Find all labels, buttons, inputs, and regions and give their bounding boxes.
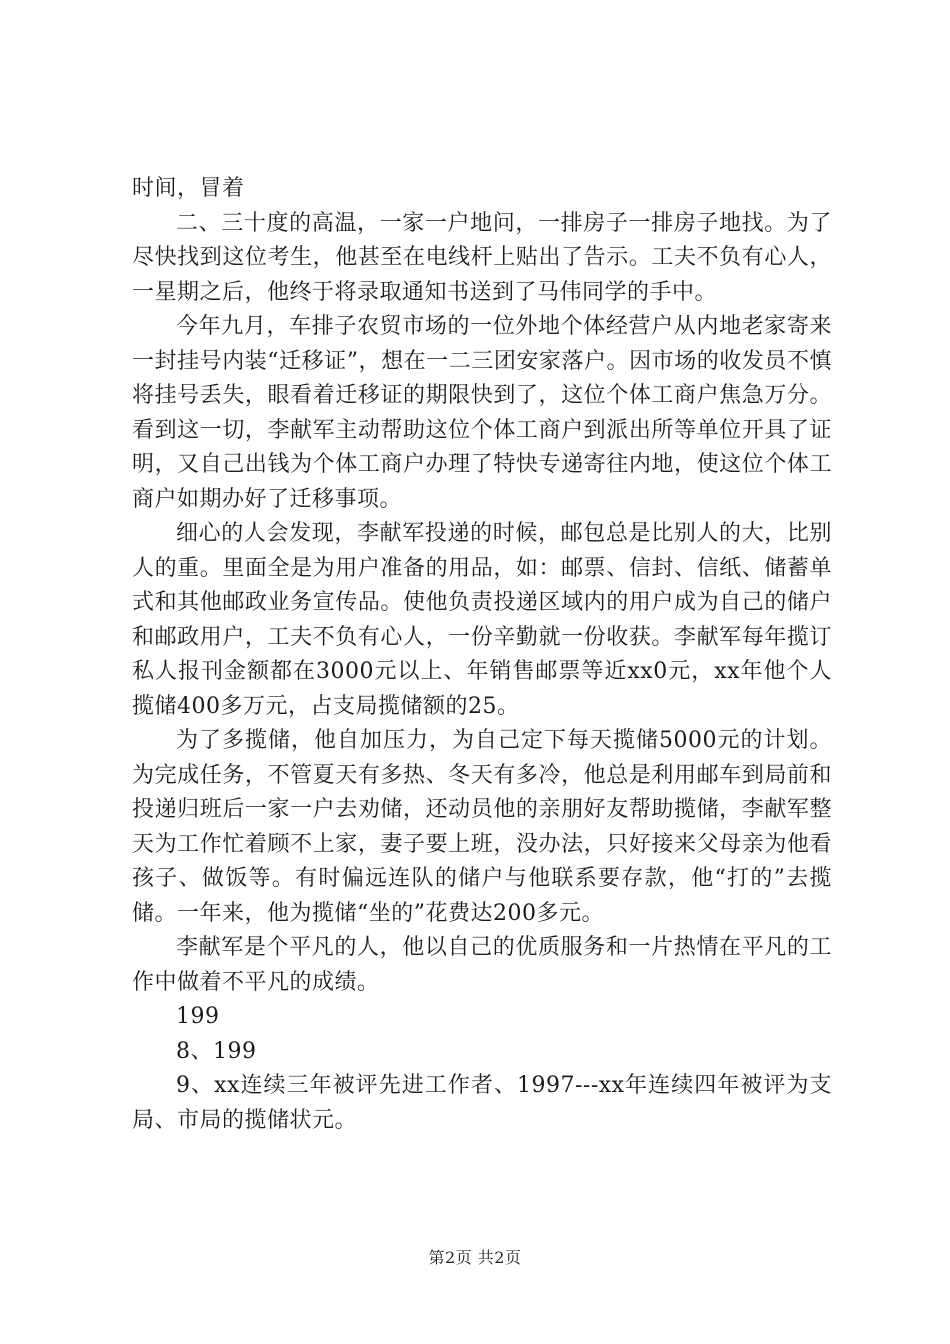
paragraph-mail-bag: 细心的人会发现，李献军投递的时候，邮包总是比别人的大，比别人的重。里面全是为用户准备的用品，如：邮票、信封、信纸、储蓄单式和其他邮政业务宣传品。使他负责投递区域内的用户成为自己的储户和邮政用户，工夫不负有心人，一份辛勤就一份收获。李献军每年揽订私人报刊金额都在3000元以上、年销售邮票等近xx0元，xx年他个人揽储400多万元，占支局揽储额的25。	[132, 521, 832, 719]
paragraph-ordinary-person: 李献军是个平凡的人，他以自己的优质服务和一片热情在平凡的工作中做着不平凡的成绩。	[132, 935, 832, 995]
paragraph-continuation: 时间，冒着	[132, 176, 245, 201]
paragraph-list-item-9: 9、xx连续三年被评先进工作者、1997---xx年连续四年被评为支局、市局的揽储状元。	[132, 1073, 832, 1133]
paragraph-year-fragment: 199	[176, 1004, 220, 1029]
page-number-footer: 第2页 共2页	[428, 1248, 522, 1267]
paragraph-list-item-8: 8、199	[176, 1038, 257, 1064]
paragraph-savings-plan: 为了多揽储，他自加压力，为自己定下每天揽储5000元的计划。为完成任务，不管夏天有多热、冬天有多冷，他总是利用邮车到局前和投递归班后一家一户去劝储，还动员他的亲朋好友帮助揽储，李献军整天为工作忙着顾不上家，妻子要上班，没办法，只好接来父母亲为他看孩子、做饭等。有时偏远连队的储户与他联系要存款，他“打的”去揽储。一年来，他为揽储“坐的”花费达200多元。	[132, 728, 832, 926]
document-body	[132, 172, 832, 1138]
paragraph-migration-certificate: 今年九月，车排子农贸市场的一位外地个体经营户从内地老家寄来一封挂号内装“迁移证”，想在一二三团安家落户。因市场的收发员不慎将挂号丢失，眼看着迁移证的期限快到了，这位个体工商户焦急万分。看到这一切，李献军主动帮助这位个体工商户到派出所等单位开具了证明，又自己出钱为个体工商户办理了特快专递寄往内地，使这位个体工商户如期办好了迁移事项。	[132, 314, 832, 512]
paragraph-search-student: 二、三十度的高温，一家一户地问，一排房子一排房子地找。为了尽快找到这位考生，他甚至在电线杆上贴出了告示。工夫不负有心人，一星期之后，他终于将录取通知书送到了马伟同学的手中。	[132, 210, 832, 305]
